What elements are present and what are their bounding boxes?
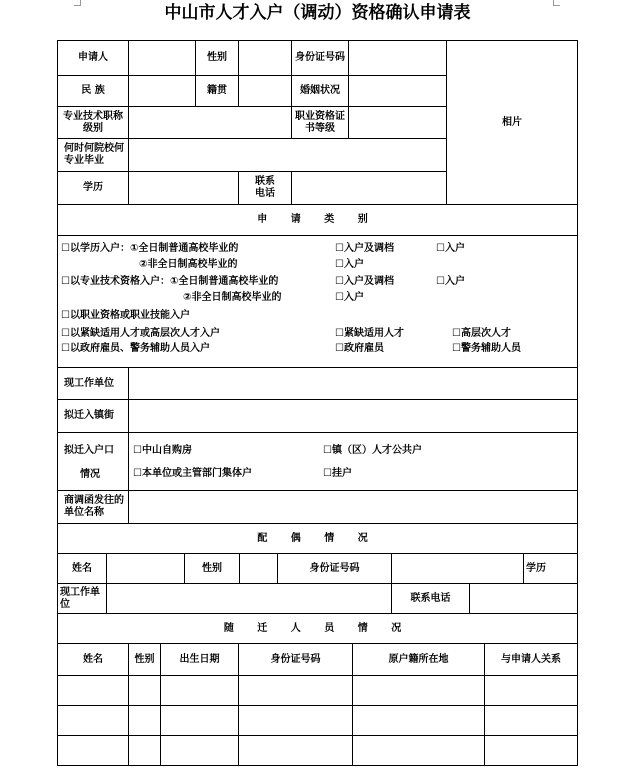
spouse-name-field[interactable] bbox=[107, 554, 185, 584]
prof-entry-checkbox[interactable]: ☐入户 bbox=[436, 276, 465, 287]
row-cell[interactable] bbox=[129, 706, 161, 736]
tech-title-label: 专业技术职称级别 bbox=[58, 107, 129, 139]
spouse-id-field[interactable] bbox=[392, 554, 524, 584]
relative-household-checkbox[interactable]: ☐挂户 bbox=[323, 468, 352, 479]
graduated-label: 何时何院校何专业毕业 bbox=[58, 139, 129, 172]
row-cell[interactable] bbox=[58, 706, 129, 736]
row-cell[interactable] bbox=[58, 676, 129, 706]
table-row bbox=[58, 676, 578, 706]
police-aux-checkbox[interactable]: ☐警务辅助人员 bbox=[452, 343, 521, 354]
row-cell[interactable] bbox=[161, 676, 239, 706]
qualification-field[interactable] bbox=[349, 107, 447, 139]
own-house-checkbox[interactable]: ☐中山自购房 bbox=[133, 445, 192, 456]
current-unit-field[interactable] bbox=[129, 368, 578, 400]
spouse-gender-label: 性别 bbox=[185, 554, 240, 584]
category-options bbox=[58, 236, 578, 368]
entry-type-label-line2: 情况 bbox=[80, 469, 100, 480]
spouse-gender-field[interactable] bbox=[240, 554, 278, 584]
edu-entry-transfer-checkbox[interactable]: ☐入户及调档 bbox=[335, 243, 394, 254]
row-cell[interactable] bbox=[129, 676, 161, 706]
transfer-unit-field[interactable] bbox=[129, 491, 578, 524]
education-label: 学历 bbox=[58, 172, 129, 205]
edu-part-time-entry-checkbox[interactable]: ☐入户 bbox=[335, 259, 364, 270]
applicant-name-label: 申请人 bbox=[58, 41, 129, 76]
spouse-header: 配 偶 情 况 bbox=[58, 524, 578, 554]
spouse-education-label: 学历 bbox=[524, 554, 578, 584]
prof-entry-option[interactable]: ☐以专业技术资格入户：①全日制普通高校毕业的 bbox=[61, 276, 279, 287]
unit-collective-checkbox[interactable]: ☐本单位或主管部门集体户 bbox=[133, 468, 252, 479]
photo-box[interactable]: 相片 bbox=[447, 41, 578, 205]
transfer-unit-label: 商调函发往的单位名称 bbox=[58, 491, 129, 524]
edu-entry-checkbox[interactable]: ☐入户 bbox=[436, 243, 465, 254]
category-table bbox=[57, 204, 578, 524]
table-row bbox=[58, 706, 578, 736]
prof-entry-transfer-checkbox[interactable]: ☐入户及调档 bbox=[335, 276, 394, 287]
skill-entry-option[interactable]: ☐以职业资格或职业技能入户 bbox=[61, 310, 190, 321]
gender-label: 性别 bbox=[196, 41, 239, 76]
row-cell[interactable] bbox=[161, 706, 239, 736]
id-number-label: 身份证号码 bbox=[292, 41, 349, 76]
phone-label: 联系电话 bbox=[239, 172, 292, 205]
id-number-field[interactable] bbox=[349, 41, 447, 76]
spouse-phone-label: 联系电话 bbox=[392, 584, 470, 614]
tech-title-field[interactable] bbox=[129, 107, 292, 139]
row-cell[interactable] bbox=[353, 676, 485, 706]
row-cell[interactable] bbox=[353, 706, 485, 736]
entry-type-label-line1: 拟迁入户口 bbox=[64, 445, 114, 456]
col-birth-date: 出生日期 bbox=[161, 644, 239, 676]
shortage-entry-option[interactable]: ☐以紧缺适用人才或高层次人才入户 bbox=[61, 328, 220, 339]
relocating-table bbox=[57, 613, 578, 766]
entry-type-label bbox=[58, 433, 129, 491]
graduated-field[interactable] bbox=[129, 139, 447, 172]
category-header: 申 请 类 别 bbox=[58, 205, 578, 236]
spouse-phone-field[interactable] bbox=[470, 584, 578, 614]
current-unit-label: 现工作单位 bbox=[58, 368, 129, 400]
row-cell[interactable] bbox=[239, 676, 353, 706]
row-cell[interactable] bbox=[485, 736, 578, 766]
native-place-label: 籍贯 bbox=[196, 76, 239, 107]
education-field[interactable] bbox=[129, 172, 239, 205]
col-name: 姓名 bbox=[58, 644, 129, 676]
qualification-label: 职业资格证书等级 bbox=[292, 107, 349, 139]
spouse-work-unit-field[interactable] bbox=[107, 584, 392, 614]
applicant-name-field[interactable] bbox=[129, 41, 196, 76]
spouse-table bbox=[57, 523, 578, 614]
row-cell[interactable] bbox=[161, 736, 239, 766]
spouse-name-label: 姓名 bbox=[58, 554, 107, 584]
target-town-field[interactable] bbox=[129, 400, 578, 433]
row-cell[interactable] bbox=[485, 706, 578, 736]
row-cell[interactable] bbox=[353, 736, 485, 766]
edu-part-time-option[interactable]: ②非全日制高校毕业的 bbox=[139, 259, 238, 270]
spouse-work-unit-label: 现工作单位 bbox=[58, 584, 107, 614]
col-relationship: 与申请人关系 bbox=[485, 644, 578, 676]
col-original-hukou: 原户籍所在地 bbox=[353, 644, 485, 676]
row-cell[interactable] bbox=[239, 736, 353, 766]
high-level-checkbox[interactable]: ☐高层次人才 bbox=[452, 328, 511, 339]
application-form bbox=[57, 40, 577, 770]
marital-status-field[interactable] bbox=[349, 76, 447, 107]
spouse-id-label: 身份证号码 bbox=[278, 554, 392, 584]
col-id-number: 身份证号码 bbox=[239, 644, 353, 676]
relocating-header: 随 迁 人 员 情 况 bbox=[58, 614, 578, 644]
prof-part-time-option[interactable]: ②非全日制高校毕业的 bbox=[183, 292, 282, 303]
target-town-label: 拟迁入镇街 bbox=[58, 400, 129, 433]
gender-field[interactable] bbox=[239, 41, 292, 76]
prof-part-time-entry-checkbox[interactable]: ☐入户 bbox=[335, 292, 364, 303]
row-cell[interactable] bbox=[485, 676, 578, 706]
gov-employee-checkbox[interactable]: ☐政府雇员 bbox=[335, 343, 384, 354]
row-cell[interactable] bbox=[239, 706, 353, 736]
town-collective-checkbox[interactable]: ☐镇（区）人才公共户 bbox=[323, 445, 422, 456]
row-cell[interactable] bbox=[58, 736, 129, 766]
native-place-field[interactable] bbox=[239, 76, 292, 107]
phone-field[interactable] bbox=[292, 172, 447, 205]
form-title: 中山市人才入户（调动）资格确认申请表 bbox=[164, 3, 471, 23]
shortage-checkbox[interactable]: ☐紧缺适用人才 bbox=[335, 328, 404, 339]
row-cell[interactable] bbox=[129, 736, 161, 766]
applicant-table bbox=[57, 40, 578, 205]
civil-entry-option[interactable]: ☐以政府雇员、警务辅助人员入户 bbox=[61, 343, 210, 354]
marital-status-label: 婚姻状况 bbox=[292, 76, 349, 107]
edu-entry-option[interactable]: ☐以学历入户：①全日制普通高校毕业的 bbox=[61, 243, 239, 254]
table-row bbox=[58, 736, 578, 766]
ethnicity-label: 民 族 bbox=[58, 76, 129, 107]
entry-type-options bbox=[129, 433, 578, 491]
col-gender: 性别 bbox=[129, 644, 161, 676]
ethnicity-field[interactable] bbox=[129, 76, 196, 107]
